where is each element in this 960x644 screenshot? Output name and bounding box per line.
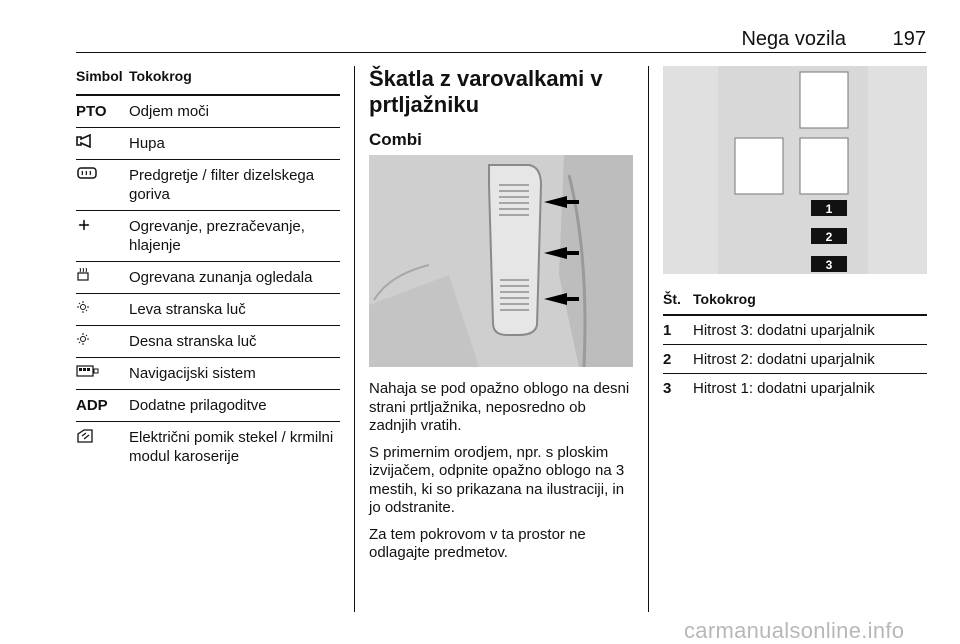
trim-panel-illustration	[369, 155, 633, 367]
table-row	[76, 294, 340, 326]
table-row	[76, 262, 340, 294]
page-header	[76, 26, 926, 53]
symbol-table	[76, 66, 340, 472]
fuse-box-diagram	[663, 66, 927, 274]
table-row	[76, 96, 340, 128]
diesel-preheat-icon	[76, 166, 126, 185]
table-row	[76, 390, 340, 422]
symbol-text: ADP	[76, 397, 108, 414]
circuit-text: Električni pomik stekel / krmilni modul karoserije	[129, 429, 334, 465]
circuit-text: Ogrevana zunanja ogledala	[129, 269, 313, 286]
symbol-table-header	[76, 66, 340, 96]
fuse-label-1: 1	[825, 202, 833, 216]
section-subheading: Combi	[369, 130, 422, 149]
table-row	[76, 326, 340, 358]
circuit-text: Hitrost 2: dodatni uparjalnik	[693, 351, 875, 368]
circuit-text: Navigacijski sistem	[129, 365, 256, 382]
table-row	[663, 374, 927, 402]
fuse-number: 2	[663, 351, 672, 368]
fuse-number: 3	[663, 380, 672, 397]
table-row	[76, 358, 340, 390]
symbol-text: PTO	[76, 103, 107, 120]
circuit-text: Dodatne prilagoditve	[129, 397, 267, 414]
table-row	[663, 345, 927, 374]
fuse-label-3: 3	[825, 258, 833, 272]
section-heading: Škatla z varovalkami v prtljažniku	[369, 66, 603, 117]
fuse-box-section	[369, 66, 633, 561]
page-number: 197	[892, 28, 926, 50]
table-row	[76, 160, 340, 211]
page-title: Nega vozila	[741, 28, 846, 50]
column-header-number: Št.	[663, 291, 681, 307]
watermark: carmanualsonline.info	[684, 618, 905, 643]
table-row	[76, 211, 340, 262]
circuit-text: Predgretje / filter dizelskega goriva	[129, 167, 315, 203]
paragraph: Nahaja se pod opažno oblogo na desni strani prtljažnika, neposredno ob zadnjih vratih.	[369, 380, 630, 434]
circuit-text: Desna stranska luč	[129, 333, 257, 350]
column-header-circuit: Tokokrog	[129, 68, 192, 84]
fuse-table-header	[663, 287, 927, 316]
column-divider	[354, 66, 355, 612]
circuit-text: Hitrost 3: dodatni uparjalnik	[693, 322, 875, 339]
body-text	[369, 380, 633, 571]
side-light-right-icon	[76, 332, 126, 351]
paragraph: S primernim orodjem, npr. s ploskim izvijačem, odpnite opažno oblogo na 3 mestih, ki so prikazana na ilustraciji, in jo odstranite.	[369, 443, 625, 516]
table-row	[76, 128, 340, 160]
fuse-number: 1	[663, 322, 672, 339]
power-window-icon	[76, 428, 126, 449]
fan-icon	[76, 217, 126, 238]
side-light-left-icon	[76, 300, 126, 319]
table-row	[76, 422, 340, 472]
circuit-text: Odjem moči	[129, 103, 210, 120]
fuse-label-2: 2	[825, 230, 833, 244]
column-header-symbol: Simbol	[76, 68, 123, 84]
navigation-icon	[76, 364, 126, 383]
fuse-table	[663, 287, 927, 402]
paragraph: Za tem pokrovom v ta prostor ne odlagajte predmetov.	[369, 525, 586, 561]
circuit-text: Hupa	[129, 135, 165, 152]
column-divider	[648, 66, 649, 612]
horn-icon	[76, 134, 126, 153]
circuit-text: Hitrost 1: dodatni uparjalnik	[693, 380, 875, 397]
heated-mirror-icon	[76, 268, 126, 287]
table-row	[663, 316, 927, 345]
column-header-circuit: Tokokrog	[693, 291, 756, 307]
circuit-text: Leva stranska luč	[129, 301, 246, 318]
circuit-text: Ogrevanje, prezračevanje, hlajenje	[129, 218, 305, 254]
